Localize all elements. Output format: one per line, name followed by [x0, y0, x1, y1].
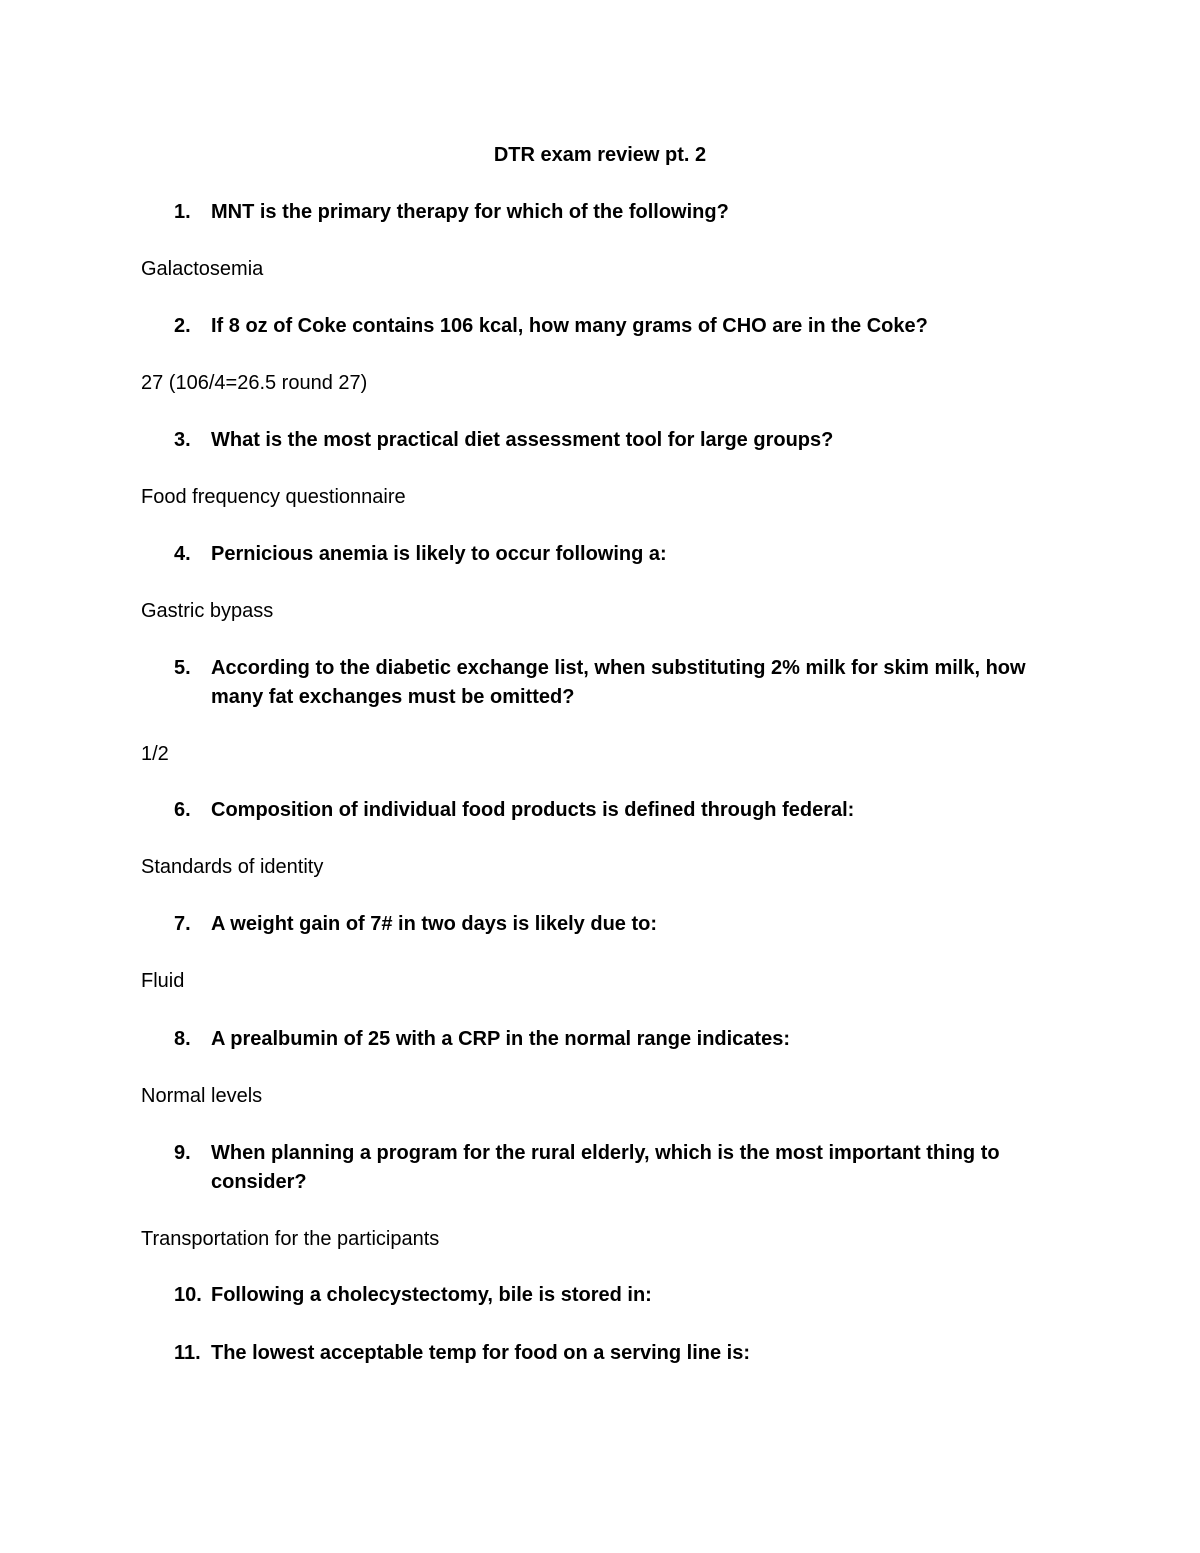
answer-3: Food frequency questionnaire — [141, 486, 406, 508]
answer-2: 27 (106/4=26.5 round 27) — [141, 372, 368, 394]
answer-6: Standards of identity — [141, 856, 324, 878]
question-number: 9. — [174, 1142, 191, 1164]
question-text: Pernicious anemia is likely to occur following a: — [211, 543, 667, 565]
question-number: 5. — [174, 657, 191, 679]
question-1 — [174, 198, 1054, 227]
question-text: According to the diabetic exchange list, when substituting 2% milk for skim milk, how many fat exchanges must be omitted? — [211, 657, 1026, 708]
question-text: A prealbumin of 25 with a CRP in the normal range indicates: — [211, 1028, 790, 1050]
question-text: The lowest acceptable temp for food on a serving line is: — [211, 1342, 750, 1364]
question-9 — [174, 1139, 1054, 1197]
question-text: Composition of individual food products is defined through federal: — [211, 799, 855, 821]
question-number: 7. — [174, 913, 191, 935]
question-text: A weight gain of 7# in two days is likely due to: — [211, 913, 657, 935]
question-number: 1. — [174, 201, 191, 223]
question-6 — [174, 796, 1054, 825]
question-11 — [174, 1339, 1054, 1368]
question-number: 10. — [174, 1284, 202, 1306]
question-text: If 8 oz of Coke contains 106 kcal, how many grams of CHO are in the Coke? — [211, 315, 928, 337]
question-number: 4. — [174, 543, 191, 565]
answer-8: Normal levels — [141, 1085, 263, 1107]
question-3 — [174, 426, 1054, 455]
question-number: 3. — [174, 429, 191, 451]
question-number: 8. — [174, 1028, 191, 1050]
question-text: When planning a program for the rural elderly, which is the most important thing to consider? — [211, 1142, 1000, 1193]
answer-7: Fluid — [141, 970, 185, 992]
question-2 — [174, 312, 1054, 341]
answer-1: Galactosemia — [141, 258, 264, 280]
question-10 — [174, 1281, 1054, 1310]
answer-9: Transportation for the participants — [141, 1228, 440, 1250]
question-8 — [174, 1025, 1054, 1054]
question-5 — [174, 654, 1054, 712]
answer-5: 1/2 — [141, 743, 169, 765]
question-7 — [174, 910, 1054, 939]
question-text: What is the most practical diet assessment tool for large groups? — [211, 429, 834, 451]
question-4 — [174, 540, 1054, 569]
question-text: MNT is the primary therapy for which of the following? — [211, 201, 729, 223]
question-number: 2. — [174, 315, 191, 337]
page-title: DTR exam review pt. 2 — [493, 144, 707, 166]
question-text: Following a cholecystectomy, bile is stored in: — [211, 1284, 652, 1306]
question-number: 11. — [174, 1342, 201, 1364]
question-number: 6. — [174, 799, 191, 821]
answer-4: Gastric bypass — [141, 600, 274, 622]
